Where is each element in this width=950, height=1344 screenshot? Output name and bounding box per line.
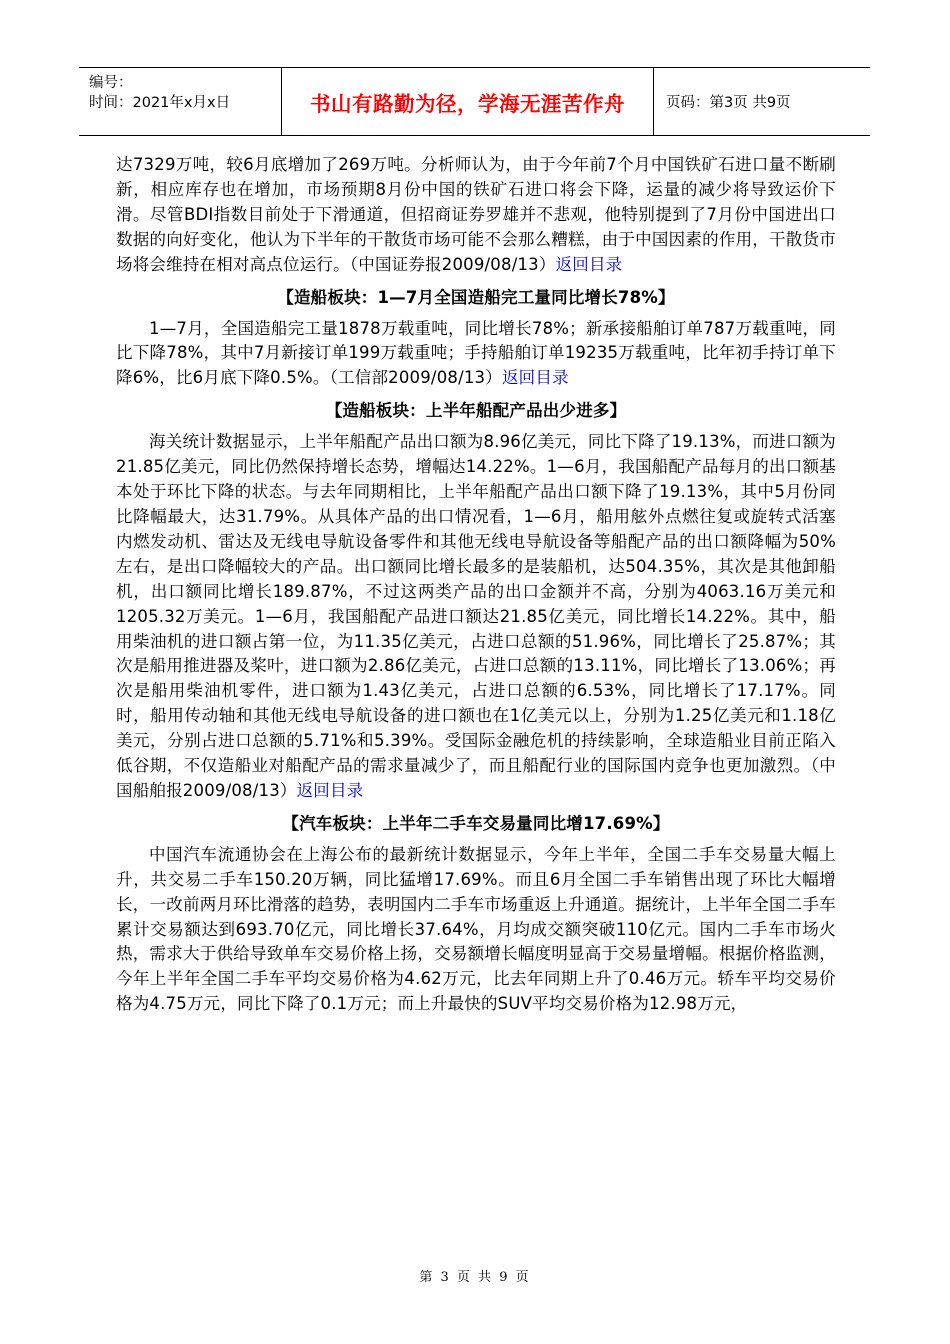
back-to-toc-link[interactable]: 返回目录: [501, 368, 569, 388]
back-to-toc-link[interactable]: 返回目录: [555, 254, 623, 274]
document-number-label: 编号：: [89, 75, 133, 91]
header-meta: [79, 68, 282, 135]
section-paragraph: [116, 843, 836, 1017]
paragraph-text: 1—7月，全国造船完工量1878万载重吨，同比增长78%；新承接船舶订单787万载重吨，同比下降78%，其中7月新接订单199万载重吨；手持船舶订单19235万载重吨，比年初手持订单下降6%，比6月底下降0.5%。（工信部2009/08/13）: [116, 318, 836, 388]
paragraph-text: 达7329万吨，较6月底增加了269万吨。分析师认为，由于今年前7个月中国铁矿石进口量不断刷新，相应库存也在增加，市场预期8月份中国的铁矿石进口将会下降，运量的减少将导致运价下滑。尽管BDI指数目前处于下滑通道，但招商证券罗雄并不悲观，他特别提到了7月份中国进出口数据的向好变化，他认为下半年的干散货市场可能不会那么糟糕，由于中国因素的作用，干散货市场将会维持在相对高点位运行。（中国证券报2009/08/13）: [116, 155, 836, 274]
back-to-toc-link[interactable]: 返回目录: [296, 780, 364, 800]
page-header: [79, 67, 870, 136]
document-body: [116, 153, 836, 1017]
header-page-info: 页码：第3页 共9页: [666, 95, 791, 111]
header-motto: 书山有路勤为径，学海无涯苦作舟: [282, 68, 654, 135]
section-title-used-cars: 【汽车板块：上半年二手车交易量同比增17.69%】: [282, 813, 670, 833]
section-title-marine-equipment: 【造船板块：上半年船配产品出少进多】: [325, 401, 627, 421]
paragraph-text: 中国汽车流通协会在上海公布的最新统计数据显示，今年上半年，全国二手车交易量大幅上升，共交易二手车150.20万辆，同比猛增17.69%。而且6月全国二手车销售出现了环比大幅增长，一改前两月环比滑落的趋势，表明国内二手车市场重返上升通道。据统计，上半年全国二手车累计交易额达到693.70亿元，同比增长37.64%，月均成交额突破110亿元。国内二手车市场火热，需求大于供给导致单车交易价格上扬，交易额增长幅度明显高于交易量增幅。根据价格监测，今年上半年全国二手车平均交易价格为4.62万元，比去年同期上升了0.46万元。轿车平均交易价格为4.75万元，同比下降了0.1万元；而上升最快的SUV平均交易价格为12.98万元，: [116, 844, 836, 1014]
section-paragraph: [116, 317, 836, 392]
page-footer: 第 3 页 共 9 页: [419, 1270, 531, 1285]
section-paragraph: [116, 430, 836, 804]
paragraph-continued: [116, 153, 836, 278]
section-title-shipbuilding-completion: 【造船板块：1—7月全国造船完工量同比增长78%】: [277, 287, 675, 307]
paragraph-text: 海关统计数据显示，上半年船配产品出口额为8.96亿美元，同比下降了19.13%，而进口额为21.85亿美元，同比仍然保持增长态势，增幅达14.22%。1—6月，我国船配产品每月的出口额基本处于环比下降的状态。与去年同期相比，上半年船配产品出口额下降了19.13%，其中5月份同比降幅最大，达31.79%。从具体产品的出口情况看，1—6月，船用舷外点燃往复或旋转式活塞内燃发动机、雷达及无线电导航设备零件和其他无线电导航设备等船配产品的出口额降幅为50%左右，是出口降幅较大的产品。出口额同比增长最多的是装船机，达504.35%，其次是其他卸船机，出口额同比增长189.87%，不过这两类产品的出口金额并不高，分别为4063.16万美元和1205.32万美元。1—6月，我国船配产品进口额达21.85亿美元，同比增长14.22%。其中，船用柴油机的进口额占第一位，为11.35亿美元，占进口总额的51.96%，同比增长了25.87%；其次是船用推进器及桨叶，进口额为2.86亿美元，占进口总额的13.11%，同比增长了13.06%；再次是船用柴油机零件，进口额为1.43亿美元，占进口总额的6.53%，同比增长了17.17%。同时，船用传动轴和其他无线电导航设备的进口额也在1亿美元以上，分别为1.25亿美元和1.18亿美元，分别占进口总额的5.71%和5.39%。受国际金融危机的持续影响，全球造船业目前正陷入低谷期，不仅造船业对船配产品的需求量减少了，而且船配行业的国际国内竞争也更加激烈。（中国船舶报2009/08/13）: [116, 432, 836, 800]
document-time-label: 时间：2021年x月x日: [89, 95, 231, 111]
